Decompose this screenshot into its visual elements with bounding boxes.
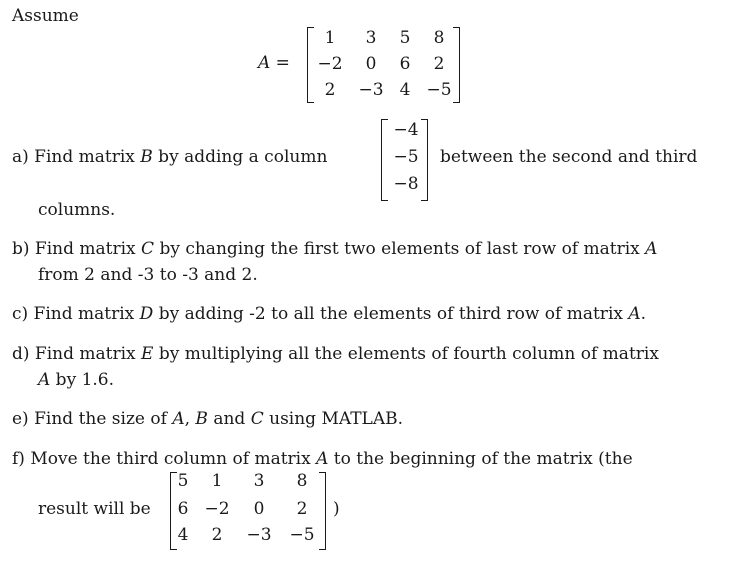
var-a: A	[38, 370, 51, 390]
vector-cell: −4	[393, 120, 419, 140]
item-a-line1-end: between the second and third	[440, 147, 698, 167]
right-bracket	[319, 472, 326, 550]
item-a-line1	[12, 147, 327, 167]
text-segment: b) Find matrix	[12, 239, 142, 259]
vector-cell: −8	[393, 174, 419, 194]
item-d-line1	[12, 341, 659, 367]
text-segment: f) Move the third column of matrix	[12, 449, 317, 469]
matrix-cell: 1	[211, 471, 223, 491]
item-e	[12, 406, 403, 432]
matrix-cell: 2	[211, 525, 223, 545]
matrix-cell: 8	[433, 28, 445, 48]
item-b-line1	[12, 236, 657, 262]
item-f-result-label: result will be	[38, 499, 151, 519]
text-segment: and	[207, 409, 251, 429]
text-segment: .	[640, 304, 647, 324]
text-segment: by multiplying all the elements of fourth column of matrix	[153, 344, 659, 364]
matrix-cell: −3	[358, 80, 384, 100]
var-a: A	[316, 449, 329, 469]
item-b-line2: from 2 and -3 to -3 and 2.	[38, 265, 258, 285]
matrix-cell: 4	[177, 525, 189, 545]
text-segment: a) Find matrix	[12, 147, 141, 167]
matrix-cell: 5	[177, 471, 189, 491]
closing-paren: )	[333, 499, 340, 519]
var-c: C	[141, 239, 155, 259]
matrix-cell: 3	[365, 28, 377, 48]
text-segment: e) Find the size of	[12, 409, 173, 429]
text-segment: to the beginning of the matrix (the	[328, 449, 633, 469]
var-b: B	[195, 409, 208, 429]
matrix-cell: 8	[296, 471, 308, 491]
matrix-cell: 0	[253, 499, 265, 519]
matrix-cell: 5	[399, 28, 411, 48]
item-d-line2	[38, 367, 114, 393]
var-b: B	[140, 147, 153, 167]
text-segment: d) Find matrix	[12, 344, 142, 364]
text-segment: by adding a column	[152, 147, 328, 167]
var-e: E	[141, 344, 154, 364]
matrix-cell: −5	[289, 525, 315, 545]
var-a: A	[628, 304, 641, 324]
matrix-cell: 4	[399, 80, 411, 100]
matrix-a-label: A =	[258, 53, 290, 73]
matrix-cell: 1	[324, 28, 336, 48]
right-bracket	[421, 119, 428, 201]
var-d: D	[139, 304, 154, 324]
matrix-cell: 2	[296, 499, 308, 519]
intro-text: Assume	[12, 6, 79, 26]
matrix-cell: 6	[399, 54, 411, 74]
item-c	[12, 301, 646, 327]
matrix-cell: 6	[177, 499, 189, 519]
matrix-cell: −2	[204, 499, 230, 519]
left-bracket	[381, 119, 388, 201]
vector-cell: −5	[393, 147, 419, 167]
text-segment: c) Find matrix	[12, 304, 140, 324]
text-segment: by adding -2 to all the elements of third row of matrix	[153, 304, 629, 324]
var-a: A	[645, 239, 658, 259]
matrix-cell: −5	[426, 80, 452, 100]
matrix-cell: 3	[253, 471, 265, 491]
text-segment: ,	[184, 409, 196, 429]
text-segment: using MATLAB.	[263, 409, 404, 429]
item-f-line1	[12, 446, 633, 472]
matrix-cell: 2	[324, 80, 336, 100]
text-segment: by changing the first two elements of last row of matrix	[154, 239, 646, 259]
matrix-cell: −3	[246, 525, 272, 545]
text-segment: by 1.6.	[50, 370, 115, 390]
var-c: C	[250, 409, 264, 429]
var-a: A	[172, 409, 185, 429]
matrix-cell: 0	[365, 54, 377, 74]
right-bracket	[453, 27, 460, 103]
matrix-cell: −2	[317, 54, 343, 74]
left-bracket	[307, 27, 314, 103]
item-a-line2: columns.	[38, 200, 116, 220]
matrix-cell: 2	[433, 54, 445, 74]
